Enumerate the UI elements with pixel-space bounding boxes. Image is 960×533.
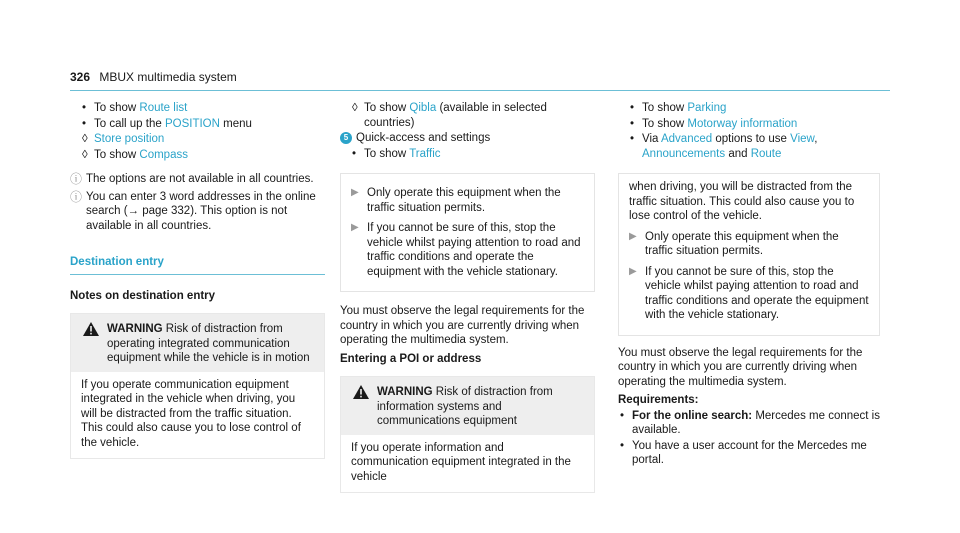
page-title: MBUX multimedia system: [99, 70, 237, 84]
list-item: • To show Parking: [630, 102, 727, 114]
requirements-title: Requirements:: [618, 394, 699, 406]
diamond-icon: ◊: [82, 148, 88, 161]
notice-item: ▶ If you cannot be sure of this, stop the vehicle whilst paying attention to road and traffic conditions and operate the equipment with the vehicle stationary.: [351, 222, 581, 278]
warning-label: WARNING: [107, 323, 163, 335]
advanced-link[interactable]: Advanced: [660, 133, 713, 145]
info-note: ⓘ You can enter 3 word addresses in the online search (→ page 332). This option is not available in all countries.: [70, 189, 316, 232]
motorway-information-link[interactable]: Motorway information: [687, 117, 798, 130]
view-link[interactable]: View: [790, 133, 815, 145]
warning-header: [71, 314, 324, 372]
notice-item: ▶ If you cannot be sure of this, stop the vehicle whilst paying attention to road and traffic conditions and operate the equipment with the vehicle stationary.: [629, 265, 869, 321]
notice-item: ▶ Only operate this equipment when the traffic situation permits.: [351, 187, 561, 214]
list-item: • To show Route list: [82, 102, 188, 114]
notice-box: [340, 173, 595, 292]
info-icon: ⓘ: [70, 172, 83, 186]
announcements-link[interactable]: Announcements: [642, 147, 726, 160]
list-item: ◊ To show Compass: [82, 148, 188, 161]
notes-title: Notes on destination entry: [70, 289, 216, 302]
diamond-icon: ◊: [82, 133, 88, 145]
route-link[interactable]: Route: [750, 147, 782, 160]
warning-header: [341, 377, 594, 435]
info-note: ⓘ The options are not available in all countries.: [70, 172, 314, 186]
warning-box: [340, 376, 595, 493]
list-item: • To call up the POSITION menu: [82, 117, 252, 130]
notice-item: ▶ Only operate this equipment when the traffic situation permits.: [629, 230, 839, 257]
warning-icon: [353, 385, 369, 399]
column-1: [70, 100, 325, 469]
warning-body: If you operate communication equipment integrated in the vehicle when driving, you will be distracted from the traffic situation. This could also cause you to lose control of the vehicle.: [81, 378, 301, 449]
list-item: [82, 132, 325, 147]
page-number: 326: [70, 70, 91, 84]
arrow-right-icon: ▶: [629, 230, 637, 242]
subheading: Entering a POI or address: [340, 352, 482, 365]
diamond-icon: ◊: [352, 102, 358, 114]
warning-label: WARNING: [377, 386, 433, 398]
compass-link[interactable]: Compass: [139, 148, 188, 161]
parking-link[interactable]: Parking: [687, 102, 727, 114]
list-item: • To show Motorway information: [630, 117, 798, 130]
arrow-right-icon: ▶: [351, 222, 359, 233]
paragraph: You must observe the legal requirements for the country in which you are currently driving when operating the multimedia system.: [618, 346, 863, 388]
column-2: [340, 100, 595, 503]
arrow-right-icon: ▶: [351, 187, 359, 198]
warning-continued-text: when driving, you will be distracted from the traffic situation. This could also cause you to lose control of the vehicle.: [629, 181, 855, 222]
warning-box: [70, 313, 325, 459]
list-item: ◊ To show Qibla (available in selected countries): [352, 102, 547, 129]
warning-head-text: Risk of distraction from operating integrated communication equipment while the vehicle is in motion: [107, 323, 310, 364]
section-rule: [70, 274, 325, 275]
warning-head-text: Risk of distraction from information systems and communications equipment: [377, 386, 553, 427]
info-icon: ⓘ: [70, 189, 83, 204]
column-3: [618, 100, 880, 469]
page-header: [70, 70, 237, 85]
notice-box: [618, 173, 880, 336]
callout-badge: 5: [340, 132, 352, 144]
section-title: Destination entry: [70, 256, 164, 268]
list-item: 5 Quick-access and settings: [340, 131, 595, 146]
list-item: • Via Advanced options to use View, Announcements and Route: [630, 133, 818, 160]
warning-body: If you operate information and communication equipment integrated in the vehicle: [351, 441, 571, 483]
paragraph: You must observe the legal requirements for the country in which you are currently driving when operating the multimedia system.: [340, 305, 585, 346]
route-list-link[interactable]: Route list: [139, 102, 188, 114]
warning-icon: [83, 322, 99, 336]
arrow-right-icon: ▶: [629, 265, 637, 277]
header-rule: [70, 90, 890, 91]
requirement-item: • You have a user account for the Mercedes me portal.: [620, 439, 867, 466]
store-position-link[interactable]: Store position: [94, 133, 165, 145]
traffic-link[interactable]: Traffic: [409, 147, 441, 160]
requirement-item: • For the online search: Mercedes me connect is available.: [620, 409, 880, 436]
list-item: • To show Traffic: [352, 147, 441, 160]
position-link[interactable]: POSITION: [164, 117, 220, 130]
qibla-link[interactable]: Qibla: [409, 102, 437, 114]
